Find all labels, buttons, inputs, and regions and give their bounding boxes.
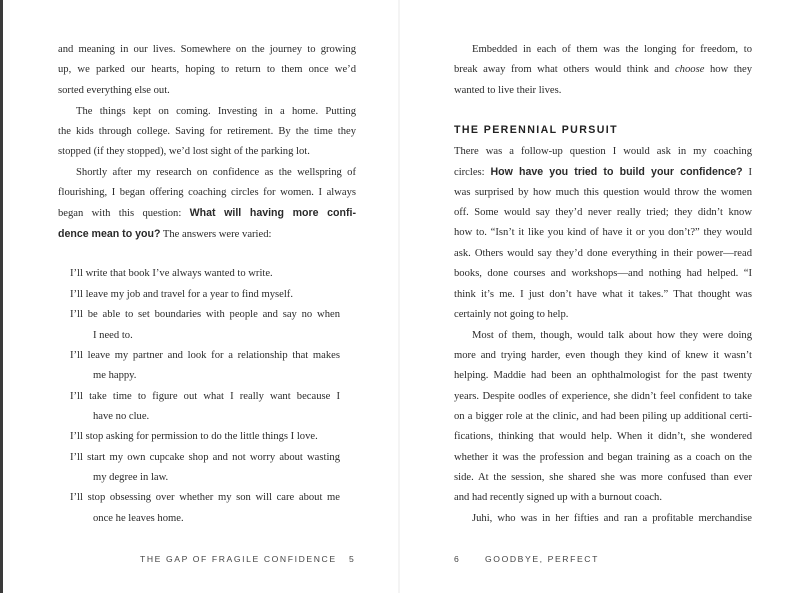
list-item-line [93, 471, 340, 485]
right-page [400, 0, 801, 593]
body-line [454, 165, 752, 179]
text-run: I’ll stop asking for permission to do the little things I love. [70, 431, 318, 442]
text-run: certainly not going to help. [454, 309, 569, 320]
list-item-line [93, 329, 340, 343]
text-run: once he leaves home. [93, 513, 184, 524]
left-page-number: 5 [349, 554, 356, 564]
body-line [472, 512, 752, 526]
right-page-number: 6 [454, 554, 461, 564]
text-run: I’ll stop obsessing over whether my son will care about me [70, 492, 340, 503]
text-run: I’ll leave my partner and look for a relationship that makes [70, 350, 340, 361]
text-run: I’ll leave my job and travel for a year to find myself. [70, 289, 293, 300]
left-running-footer: THE GAP OF FRAGILE CONFIDENCE [140, 554, 337, 564]
body-line [454, 491, 752, 505]
body-line [454, 206, 752, 220]
text-run: began with this question: [58, 208, 190, 219]
text-run: There was a follow-up question I would ask in my coaching [454, 146, 752, 157]
text-run: The things kept on coming. Investing in a home. Putting [76, 106, 356, 117]
body-line [454, 410, 752, 424]
body-line [454, 267, 752, 281]
list-item-line [70, 390, 340, 404]
text-run: side. At the session, she shared she was more confused than ever [454, 472, 752, 483]
text-run: years. Despite oodles of experience, she didn’t feel confident to take [454, 391, 752, 402]
text-run: ask. Others would say they’d done everything in their power—read [454, 248, 752, 259]
list-item-line [70, 267, 340, 281]
text-run: I’ll write that book I’ve always wanted to write. [70, 268, 273, 279]
body-line [454, 247, 752, 261]
list-item-line [70, 430, 340, 444]
text-run: off. Some would say they’d never really tried; they didn’t know [454, 207, 752, 218]
text-run: me happy. [93, 370, 137, 381]
text-run: How have you tried to build your confidence? [490, 166, 743, 178]
list-item-line [70, 349, 340, 363]
list-item-line [93, 512, 340, 526]
body-line [454, 430, 752, 444]
text-run: helping. Maddie had been an ophthalmologist for the past twenty [454, 370, 752, 381]
body-line [454, 349, 752, 363]
body-line [58, 145, 356, 159]
text-run: how to. “Isn’t it like you kind of have it or you don’t?” they would [454, 227, 752, 238]
body-line [76, 105, 356, 119]
list-item-line [70, 491, 340, 505]
text-run: Juhi, who was in her fifties and ran a profitable merchandise [472, 513, 752, 524]
text-run: Shortly after my research on confidence as the wellspring of [76, 167, 356, 178]
text-run: and had recently signed up with a burnout coach. [454, 492, 662, 503]
list-item-line [70, 308, 340, 322]
body-line [454, 390, 752, 404]
text-run: I’ll start my own cupcake shop and not worry about wasting [70, 452, 340, 463]
text-run: on a bigger role at the clinic, and had been piling up additional certi- [454, 411, 752, 422]
text-run: and meaning in our lives. Somewhere on the journey to growing [58, 44, 356, 55]
body-line [454, 226, 752, 240]
text-run: I [742, 167, 752, 178]
section-heading: THE PERENNIAL PURSUIT [454, 124, 618, 136]
text-run: up, we parked our hearts, hoping to return to them once we’d [58, 64, 356, 75]
body-line [454, 186, 752, 200]
body-line [58, 43, 356, 57]
text-run: I’ll take time to figure out what I really want because I [70, 391, 340, 402]
body-line [76, 166, 356, 180]
body-line [58, 125, 356, 139]
body-line [454, 308, 752, 322]
right-running-footer: GOODBYE, PERFECT [485, 554, 599, 564]
list-item-line [93, 410, 340, 424]
text-run: wanted to live their lives. [454, 85, 562, 96]
body-line [454, 84, 752, 98]
text-run: flourishing, I began offering coaching circles for women. I always [58, 187, 356, 198]
text-run: I’ll be able to set boundaries with people and say no when [70, 309, 340, 320]
text-run: Embedded in each of them was the longing for freedom, to [472, 44, 752, 55]
text-run: What will having more confi- [189, 207, 356, 219]
text-run: books, done courses and workshops—and nothing had helped. “I [454, 268, 752, 279]
list-item-line [70, 288, 340, 302]
body-line [454, 451, 752, 465]
text-run: I need to. [93, 330, 133, 341]
body-line [454, 63, 752, 77]
text-run: think it’s me. I just don’t have what it takes.” That thought was [454, 289, 752, 300]
body-line [472, 43, 752, 57]
text-run: sorted everything else out. [58, 85, 170, 96]
body-line [58, 227, 356, 241]
text-run: stopped (if they stopped), we’d lost sight of the parking lot. [58, 146, 310, 157]
text-run: more and trying harder, even though they kind of knew it wasn’t [454, 350, 752, 361]
body-line [454, 288, 752, 302]
left-page [3, 0, 398, 593]
body-line [58, 63, 356, 77]
body-line [58, 186, 356, 200]
text-run: choose [674, 64, 705, 75]
text-run: break away from what others would think and [454, 64, 675, 75]
list-item-line [70, 451, 340, 465]
text-run: fications, thinking that would help. When it didn’t, she wondered [454, 431, 752, 442]
body-line [58, 84, 356, 98]
body-line [472, 329, 752, 343]
text-run: whether it was the profession and began training as a coach on the [454, 452, 752, 463]
text-run: dence mean to you? [58, 228, 161, 240]
body-line [454, 369, 752, 383]
body-line [454, 471, 752, 485]
text-run: my degree in law. [93, 472, 169, 483]
text-run: Most of them, though, would talk about how they were doing [472, 330, 752, 341]
text-run: The answers were varied: [160, 229, 272, 240]
text-run: how they [704, 64, 753, 75]
list-item-line [93, 369, 340, 383]
text-run: have no clue. [93, 411, 150, 422]
text-run: was surprised by how much this question would throw the women [454, 187, 752, 198]
body-line [454, 145, 752, 159]
body-line [58, 206, 356, 220]
text-run: the kids through college. Saving for retirement. By the time they [58, 126, 356, 137]
text-run: circles: [454, 167, 491, 178]
